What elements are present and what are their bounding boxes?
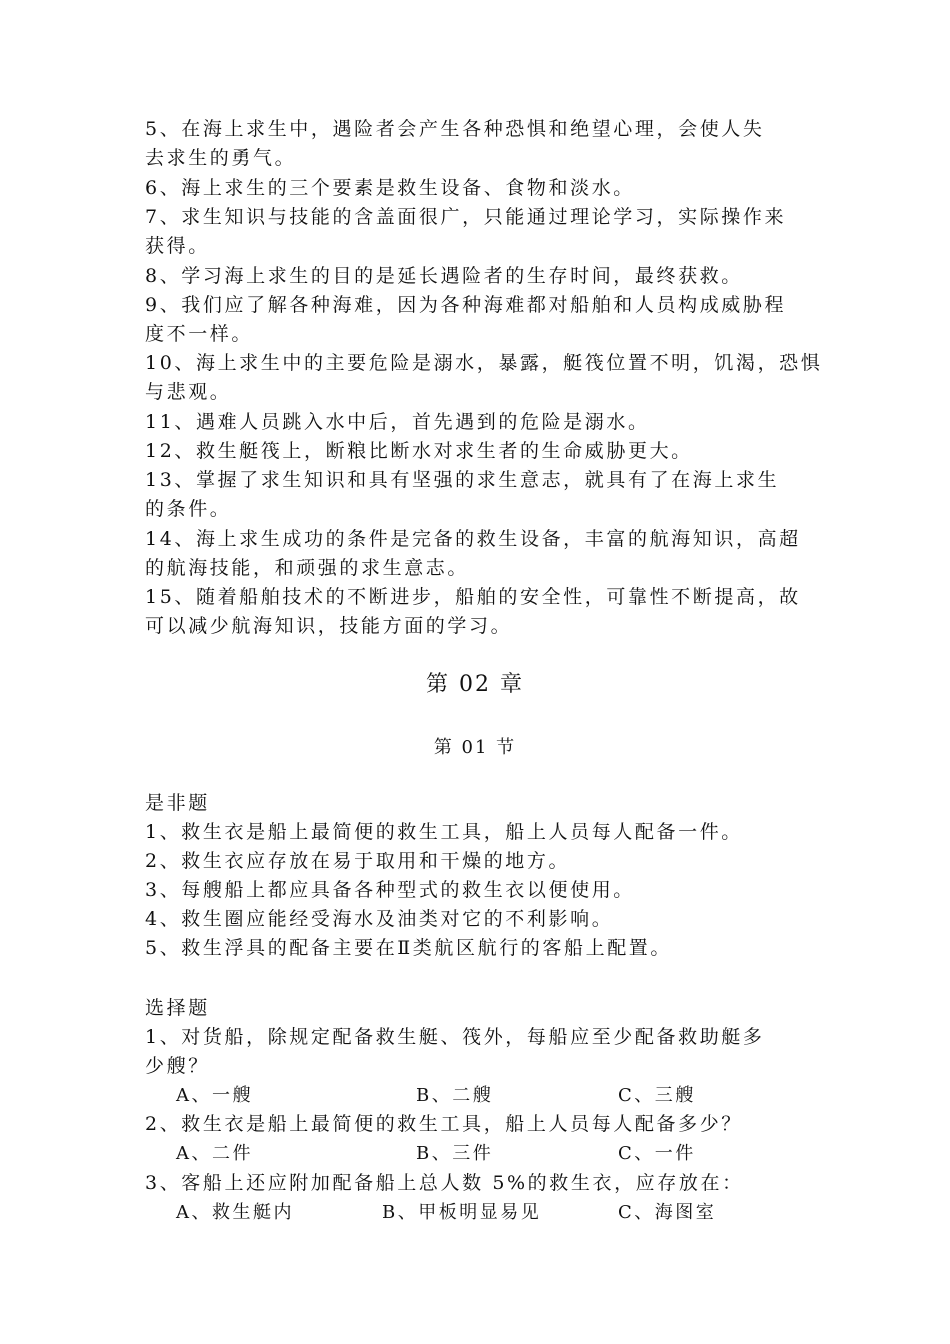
- tf-item-14-line2: 的航海技能，和顽强的求生意志。: [145, 557, 470, 579]
- mc-heading: 选择题: [145, 997, 210, 1019]
- mc-q3-option-b: B、甲板明显易见: [382, 1202, 542, 1223]
- tf-item-9-line2: 度不一样。: [145, 323, 254, 345]
- tf-item-15-line2: 可以减少航海知识，技能方面的学习。: [145, 615, 513, 637]
- tf-heading: 是非题: [145, 792, 210, 814]
- tf2-item-1: 1、救生衣是船上最简便的救生工具，船上人员每人配备一件。: [145, 821, 743, 843]
- tf-item-7-line2: 获得。: [145, 235, 210, 257]
- mc-q2-option-c: C、一件: [618, 1143, 696, 1164]
- tf-item-13-line1: 13、掌握了求生知识和具有坚强的求生意志，就具有了在海上求生: [145, 469, 780, 491]
- mc-q3-option-c: C、海图室: [618, 1202, 717, 1223]
- tf2-item-3: 3、每艘船上都应具备各种型式的救生衣以便使用。: [145, 879, 635, 901]
- tf2-item-2: 2、救生衣应存放在易于取用和干燥的地方。: [145, 850, 571, 872]
- mc-q2: 2、救生衣是船上最简便的救生工具，船上人员每人配备多少？: [145, 1113, 743, 1135]
- tf2-item-4: 4、救生圈应能经受海水及油类对它的不利影响。: [145, 908, 614, 930]
- mc-q1-option-c: C、三艘: [618, 1085, 696, 1106]
- tf-item-6: 6、海上求生的三个要素是救生设备、食物和淡水。: [145, 177, 635, 199]
- tf-item-9-line1: 9、我们应了解各种海难，因为各种海难都对船舶和人员构成威胁程: [145, 294, 787, 316]
- tf-item-5-line1: 5、在海上求生中，遇险者会产生各种恐惧和绝望心理，会使人失: [145, 118, 765, 140]
- tf-item-12: 12、救生艇筏上，断粮比断水对求生者的生命威胁更大。: [145, 440, 693, 462]
- chapter-title: 第 02 章: [426, 672, 524, 697]
- mc-q1-line1: 1、对货船，除规定配备救生艇、筏外，每船应至少配备救助艇多: [145, 1026, 765, 1048]
- mc-q3: 3、客船上还应附加配备船上总人数 5%的救生衣，应存放在：: [145, 1172, 744, 1194]
- tf-item-15-line1: 15、随着船舶技术的不断进步，船舶的安全性，可靠性不断提高，故: [145, 586, 801, 608]
- mc-q1-option-b: B、二艘: [416, 1085, 494, 1106]
- mc-q2-option-a: A、二件: [176, 1143, 253, 1164]
- tf-item-10-line2: 与悲观。: [145, 381, 232, 403]
- mc-q3-option-a: A、救生艇内: [176, 1202, 294, 1223]
- tf-item-14-line1: 14、海上求生成功的条件是完备的救生设备，丰富的航海知识，高超: [145, 528, 801, 550]
- tf2-item-5: 5、救生浮具的配备主要在Ⅱ类航区航行的客船上配置。: [145, 937, 673, 959]
- tf-item-11: 11、遇难人员跳入水中后，首先遇到的危险是溺水。: [145, 411, 650, 433]
- mc-q1-line2: 少艘？: [145, 1055, 210, 1077]
- tf-item-13-line2: 的条件。: [145, 498, 232, 520]
- tf-item-8: 8、学习海上求生的目的是延长遇险者的生存时间，最终获救。: [145, 265, 743, 287]
- mc-q2-option-b: B、三件: [416, 1143, 494, 1164]
- tf-item-5-line2: 去求生的勇气。: [145, 147, 297, 169]
- tf-item-10-line1: 10、海上求生中的主要危险是溺水，暴露，艇筏位置不明，饥渴，恐惧: [145, 352, 823, 374]
- section-title: 第 01 节: [433, 737, 517, 758]
- mc-q1-option-a: A、一艘: [176, 1085, 253, 1106]
- tf-item-7-line1: 7、求生知识与技能的含盖面很广，只能通过理论学习，实际操作来: [145, 206, 787, 228]
